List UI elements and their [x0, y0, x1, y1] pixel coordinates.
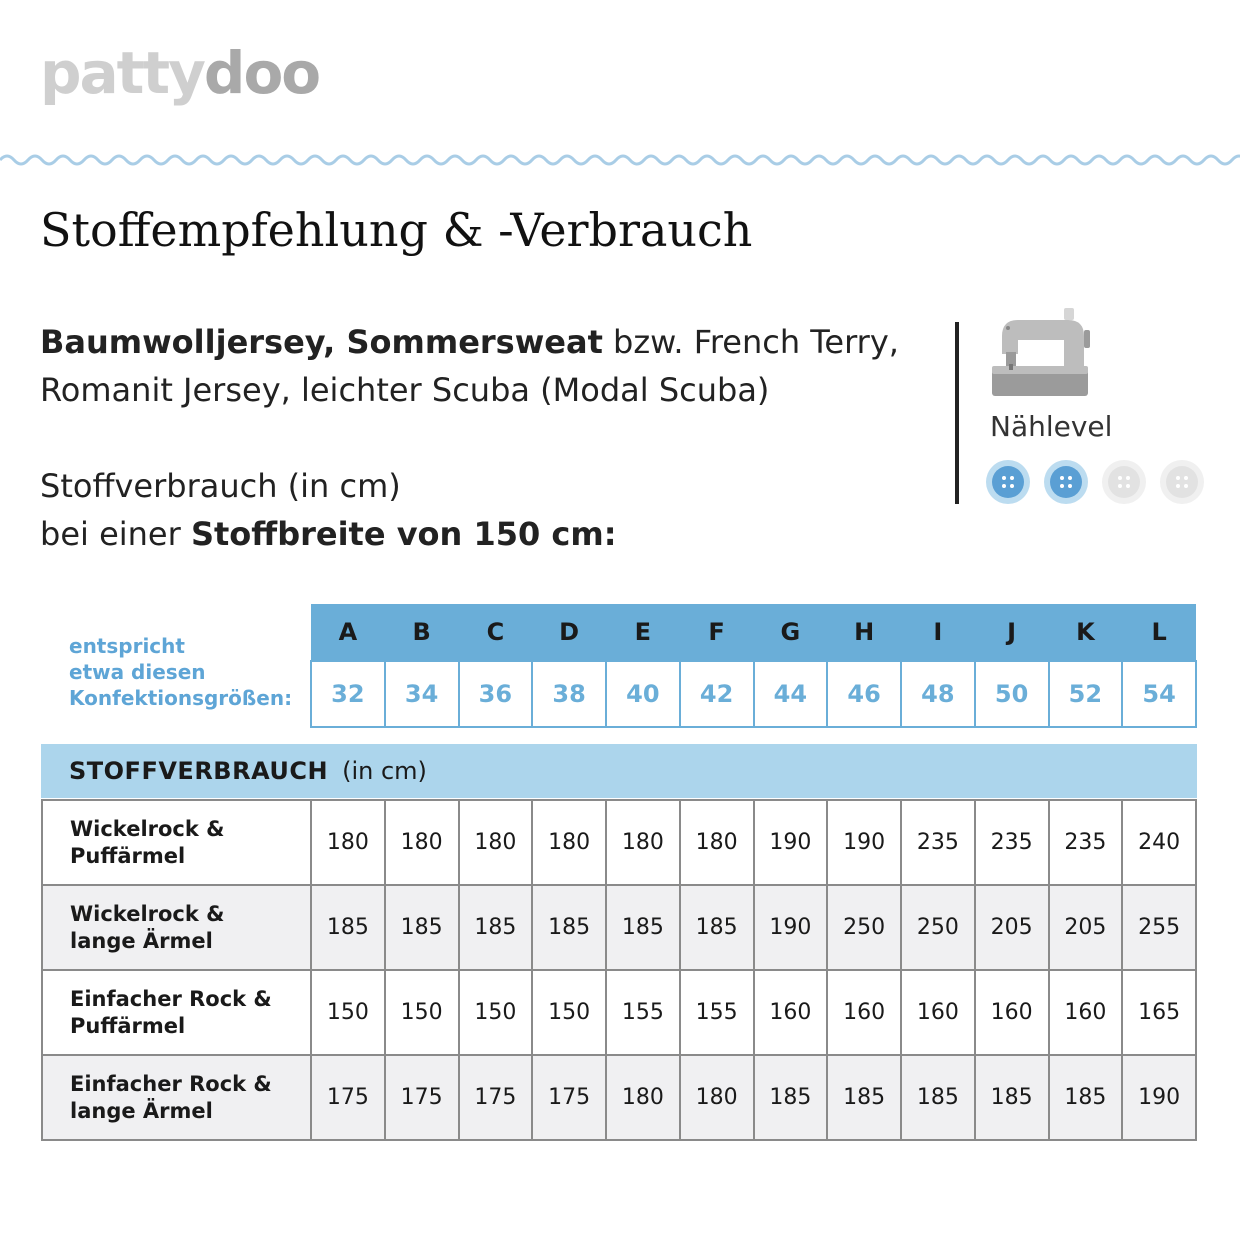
size-letters-row: [311, 604, 1196, 661]
table-cell: 185: [754, 1055, 828, 1140]
table-cell: 190: [754, 800, 828, 885]
size-number: 44: [754, 661, 828, 727]
table-cell: 250: [901, 885, 975, 970]
row-label: [42, 970, 311, 1055]
row-label-line-2: lange Ärmel: [70, 928, 213, 953]
table-cell: 185: [680, 885, 754, 970]
size-letter: F: [680, 604, 754, 661]
level-button-icon-3: [1102, 460, 1146, 504]
size-numbers-row: [311, 661, 1196, 727]
size-number: 42: [680, 661, 754, 727]
logo-part-1: patty: [40, 39, 204, 107]
table-cell: 180: [385, 800, 459, 885]
row-label-line-1: Einfacher Rock &: [70, 986, 272, 1011]
row-label: [42, 800, 311, 885]
consumption-line-1: Stoffverbrauch (in cm): [40, 467, 401, 505]
fabric-recommendation: [40, 318, 940, 414]
table-cell: 190: [754, 885, 828, 970]
sizes-label: [69, 633, 292, 711]
table-cell: 150: [459, 970, 533, 1055]
table-cell: 160: [901, 970, 975, 1055]
size-number: 38: [532, 661, 606, 727]
table-cell: 175: [459, 1055, 533, 1140]
table-cell: 180: [680, 1055, 754, 1140]
consumption-line-2-prefix: bei einer: [40, 515, 191, 553]
size-letter: K: [1049, 604, 1123, 661]
table-cell: 180: [606, 1055, 680, 1140]
consumption-line-2-bold: Stoffbreite von 150 cm:: [190, 515, 617, 553]
row-label: [42, 1055, 311, 1140]
table-cell: 180: [459, 800, 533, 885]
table-cell: 155: [606, 970, 680, 1055]
pattydoo-logo: [40, 39, 320, 107]
size-number: 50: [975, 661, 1049, 727]
consumption-header-unit: (in cm): [342, 757, 427, 785]
fabric-bold: Baumwolljersey, Sommersweat: [40, 323, 603, 361]
row-label: [42, 885, 311, 970]
size-letter: H: [827, 604, 901, 661]
size-letter: A: [311, 604, 385, 661]
sewing-machine-icon: [988, 306, 1092, 400]
table-row: [42, 800, 1196, 885]
table-cell: 165: [1122, 970, 1196, 1055]
sizes-label-line-1: entspricht: [69, 634, 185, 658]
level-button-icon-1: [986, 460, 1030, 504]
sewing-level-label: Nählevel: [990, 410, 1113, 443]
table-cell: 185: [311, 885, 385, 970]
table-cell: 185: [385, 885, 459, 970]
size-number: 46: [827, 661, 901, 727]
vertical-divider: [955, 322, 959, 504]
row-label-line-2: Puffärmel: [70, 1013, 186, 1038]
table-cell: 190: [827, 800, 901, 885]
table-cell: 155: [680, 970, 754, 1055]
table-cell: 180: [311, 800, 385, 885]
page-title: Stoffempfehlung & -Verbrauch: [40, 203, 753, 257]
table-cell: 255: [1122, 885, 1196, 970]
table-row: [42, 1055, 1196, 1140]
size-letter: B: [385, 604, 459, 661]
sewing-level-rating: [986, 460, 1204, 504]
table-cell: 205: [975, 885, 1049, 970]
table-cell: 185: [827, 1055, 901, 1140]
table-row: [42, 970, 1196, 1055]
consumption-header-title: STOFFVERBRAUCH: [69, 757, 329, 785]
table-cell: 180: [680, 800, 754, 885]
size-letter: J: [975, 604, 1049, 661]
row-label-line-1: Wickelrock &: [70, 816, 225, 841]
table-cell: 250: [827, 885, 901, 970]
size-number: 52: [1049, 661, 1123, 727]
logo-part-2: doo: [203, 39, 320, 107]
size-letter: G: [754, 604, 828, 661]
consumption-table-header: [41, 744, 1197, 798]
size-number: 48: [901, 661, 975, 727]
table-cell: 205: [1049, 885, 1123, 970]
row-label-line-1: Wickelrock &: [70, 901, 225, 926]
size-number: 34: [385, 661, 459, 727]
table-cell: 175: [385, 1055, 459, 1140]
level-button-icon-2: [1044, 460, 1088, 504]
sizes-label-line-2: etwa diesen: [69, 660, 206, 684]
table-cell: 160: [827, 970, 901, 1055]
table-cell: 150: [311, 970, 385, 1055]
fabric-text-1: bzw. French Terry,: [602, 323, 899, 361]
table-cell: 160: [1049, 970, 1123, 1055]
table-cell: 160: [754, 970, 828, 1055]
table-cell: 180: [606, 800, 680, 885]
size-number: 36: [459, 661, 533, 727]
sizes-label-line-3: Konfektionsgrößen:: [69, 686, 293, 710]
table-cell: 175: [532, 1055, 606, 1140]
table-cell: 185: [606, 885, 680, 970]
table-cell: 185: [901, 1055, 975, 1140]
table-cell: 175: [311, 1055, 385, 1140]
table-cell: 190: [1122, 1055, 1196, 1140]
row-label-line-1: Einfacher Rock &: [70, 1071, 272, 1096]
consumption-table: [41, 799, 1197, 1141]
table-cell: 185: [1049, 1055, 1123, 1140]
table-cell: 235: [901, 800, 975, 885]
size-letter: L: [1122, 604, 1196, 661]
size-letter: C: [459, 604, 533, 661]
table-cell: 150: [532, 970, 606, 1055]
level-button-icon-4: [1160, 460, 1204, 504]
table-row: [42, 885, 1196, 970]
table-cell: 160: [975, 970, 1049, 1055]
fabric-text-2: Romanit Jersey, leichter Scuba (Modal Scuba): [40, 371, 770, 409]
consumption-intro: [40, 462, 617, 558]
table-cell: 185: [459, 885, 533, 970]
table-cell: 185: [532, 885, 606, 970]
table-cell: 240: [1122, 800, 1196, 885]
table-cell: 235: [975, 800, 1049, 885]
table-cell: 150: [385, 970, 459, 1055]
size-letter: D: [532, 604, 606, 661]
wave-divider: [0, 146, 1240, 174]
table-cell: 235: [1049, 800, 1123, 885]
size-letter: I: [901, 604, 975, 661]
size-letter: E: [606, 604, 680, 661]
row-label-line-2: lange Ärmel: [70, 1098, 213, 1123]
size-number: 32: [311, 661, 385, 727]
table-cell: 185: [975, 1055, 1049, 1140]
table-cell: 180: [532, 800, 606, 885]
size-table: [310, 604, 1197, 728]
row-label-line-2: Puffärmel: [70, 843, 186, 868]
size-number: 40: [606, 661, 680, 727]
size-number: 54: [1122, 661, 1196, 727]
